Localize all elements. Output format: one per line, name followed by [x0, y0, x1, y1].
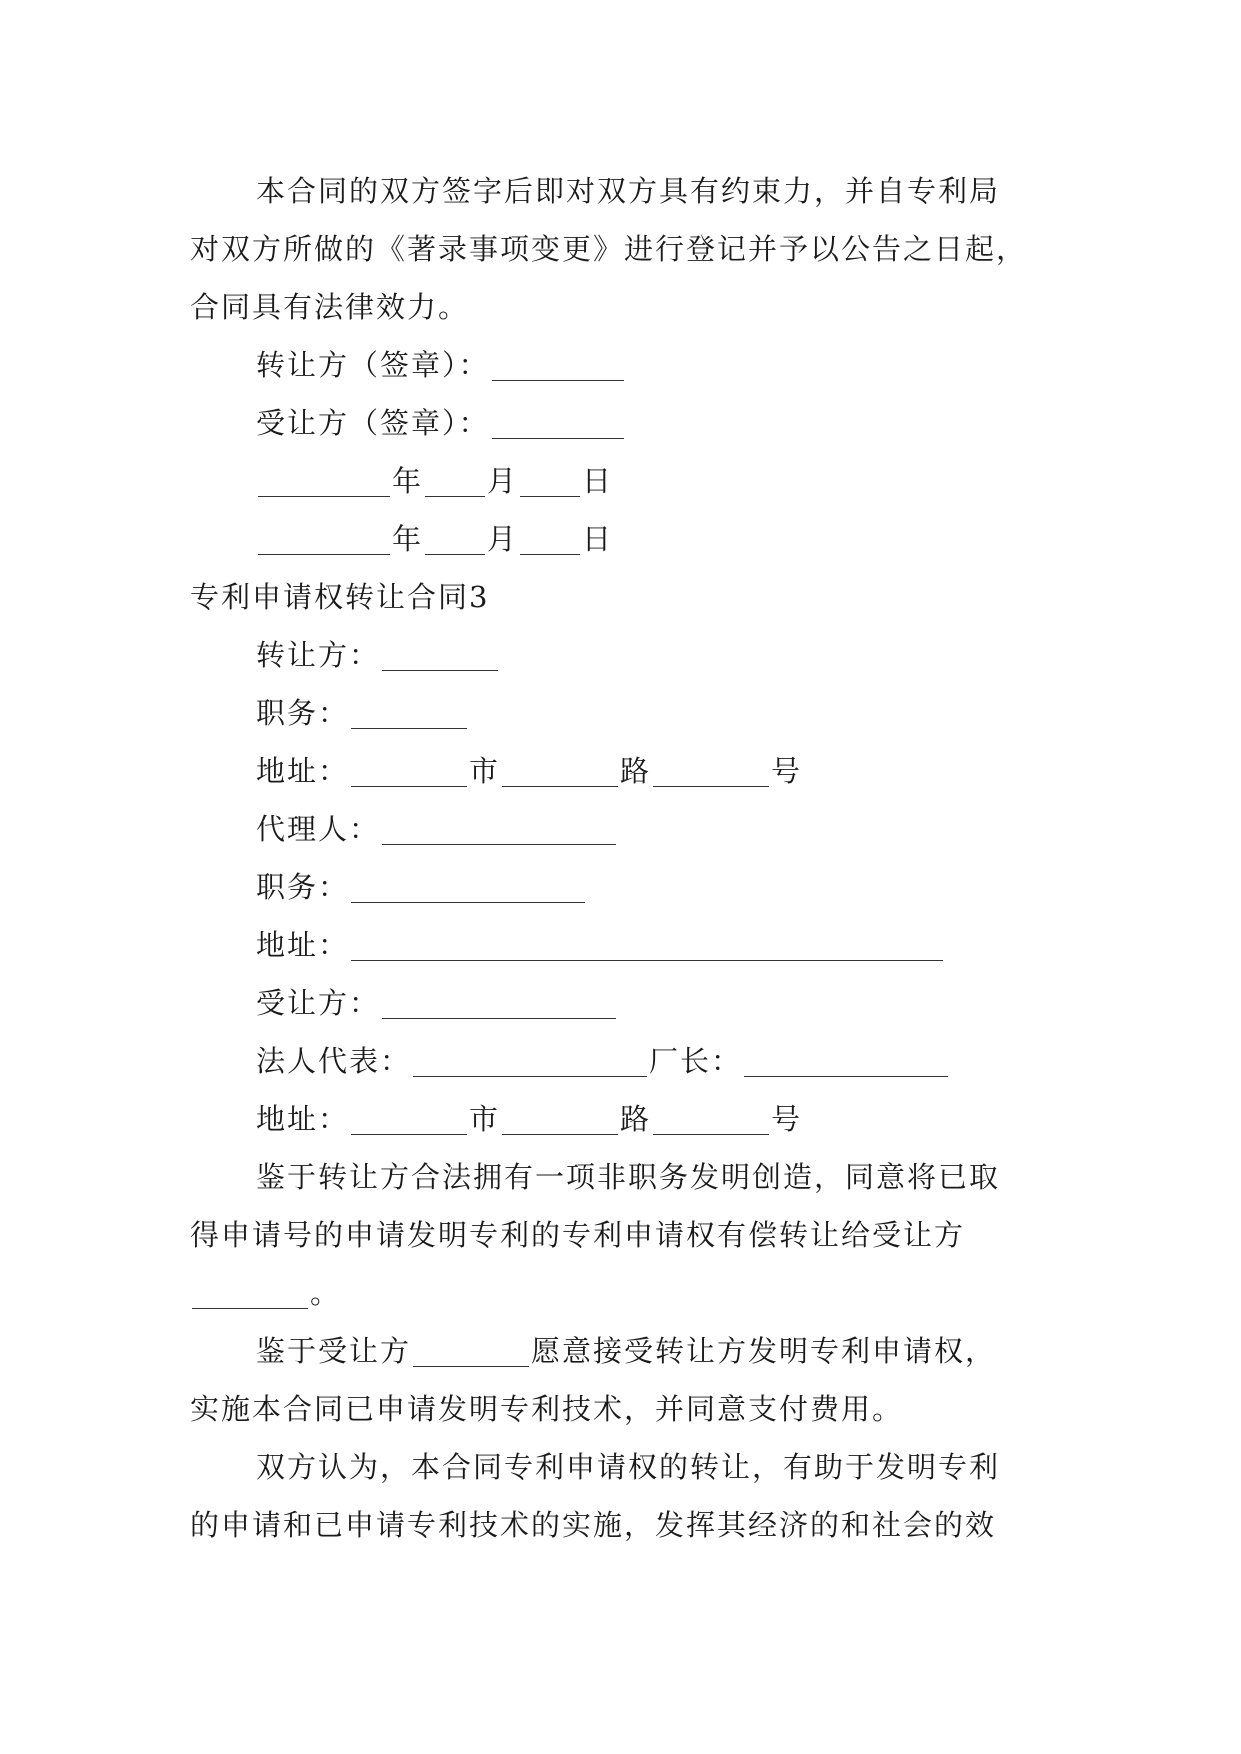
transferee-signature-blank [492, 408, 624, 439]
transferor-blank [382, 640, 498, 671]
legal-rep-blank [413, 1046, 647, 1077]
road-label: 路 [620, 754, 652, 788]
address-label: 地址： [256, 754, 350, 788]
month-label: 月 [487, 522, 519, 556]
factory-director-blank [744, 1046, 948, 1077]
month-blank [425, 524, 485, 555]
transferee-signature-label: 受让方（签章）： [256, 406, 490, 440]
address2-field [190, 916, 1052, 974]
city-label: 市 [469, 1102, 501, 1136]
paragraph2-line3 [190, 1264, 1052, 1322]
year-blank [258, 466, 390, 497]
transferor-label: 转让方： [256, 638, 381, 672]
city-label: 市 [469, 754, 501, 788]
transferee-field [190, 974, 1052, 1032]
paragraph1-line3: 合同具有法律效力。 [190, 290, 470, 324]
date-line-1 [190, 452, 1052, 510]
date-line-2 [190, 510, 1052, 568]
legal-rep-label: 法人代表： [256, 1044, 412, 1078]
paragraph1-line1: 本合同的双方签字后即对双方具有约束力，并自专利局 [256, 174, 1001, 208]
legal-rep-field [190, 1032, 1052, 1090]
position2-blank [351, 872, 585, 903]
city-blank [351, 756, 467, 787]
position-blank [351, 698, 467, 729]
road-blank [502, 1104, 618, 1135]
paragraph4-line2: 的申请和已申请专利技术的实施，发挥其经济的和社会的效 [190, 1508, 997, 1542]
month-blank [425, 466, 485, 497]
road-label: 路 [620, 1102, 652, 1136]
agent-field [190, 800, 1052, 858]
day-blank [520, 524, 580, 555]
agent-blank [382, 814, 616, 845]
paragraph3-line1 [190, 1322, 1052, 1380]
paragraph2-period: 。 [310, 1276, 342, 1310]
transferee-label: 受让方： [256, 986, 381, 1020]
contract3-title: 专利申请权转让合同3 [190, 580, 490, 614]
document-page [190, 162, 1052, 1554]
number-label: 号 [771, 754, 803, 788]
address2-blank [351, 930, 943, 961]
position2-label: 职务： [256, 870, 350, 904]
position2-field [190, 858, 1052, 916]
year-label: 年 [392, 522, 424, 556]
transferee-signature-line [190, 394, 1052, 452]
paragraph2-line1: 鉴于转让方合法拥有一项非职务发明创造，同意将已取 [256, 1160, 1001, 1194]
transferee-blank [382, 988, 616, 1019]
factory-director-label: 厂长： [649, 1044, 743, 1078]
transferee-blank-2 [413, 1336, 529, 1367]
number-label: 号 [771, 1102, 803, 1136]
year-label: 年 [392, 464, 424, 498]
paragraph3-line2: 实施本合同已申请发明专利技术，并同意支付费用。 [190, 1392, 904, 1426]
address-field [190, 742, 1052, 800]
transferee-name-blank [192, 1278, 308, 1309]
paragraph2-line2: 得申请号的申请发明专利的专利申请权有偿转让给受让方 [190, 1218, 966, 1252]
paragraph3-line1-a: 鉴于受让方 [256, 1334, 412, 1368]
year-blank [258, 524, 390, 555]
paragraph1-line2: 对双方所做的《著录事项变更》进行登记并予以公告之日起， [190, 232, 1028, 266]
road-blank [502, 756, 618, 787]
month-label: 月 [487, 464, 519, 498]
day-label: 日 [582, 522, 614, 556]
transferor-signature-blank [492, 350, 624, 381]
position-label: 职务： [256, 696, 350, 730]
day-blank [520, 466, 580, 497]
transferor-signature-label: 转让方（签章）： [256, 348, 490, 382]
address2-label: 地址： [256, 928, 350, 962]
number-blank [653, 1104, 769, 1135]
agent-label: 代理人： [256, 812, 381, 846]
address3-field [190, 1090, 1052, 1148]
position-field [190, 684, 1052, 742]
city-blank [351, 1104, 467, 1135]
paragraph3-line1-b: 愿意接受转让方发明专利申请权， [531, 1334, 997, 1368]
address3-label: 地址： [256, 1102, 350, 1136]
number-blank [653, 756, 769, 787]
day-label: 日 [582, 464, 614, 498]
transferor-field [190, 626, 1052, 684]
paragraph4-line1: 双方认为，本合同专利申请权的转让，有助于发明专利 [256, 1450, 1001, 1484]
transferor-signature-line [190, 336, 1052, 394]
